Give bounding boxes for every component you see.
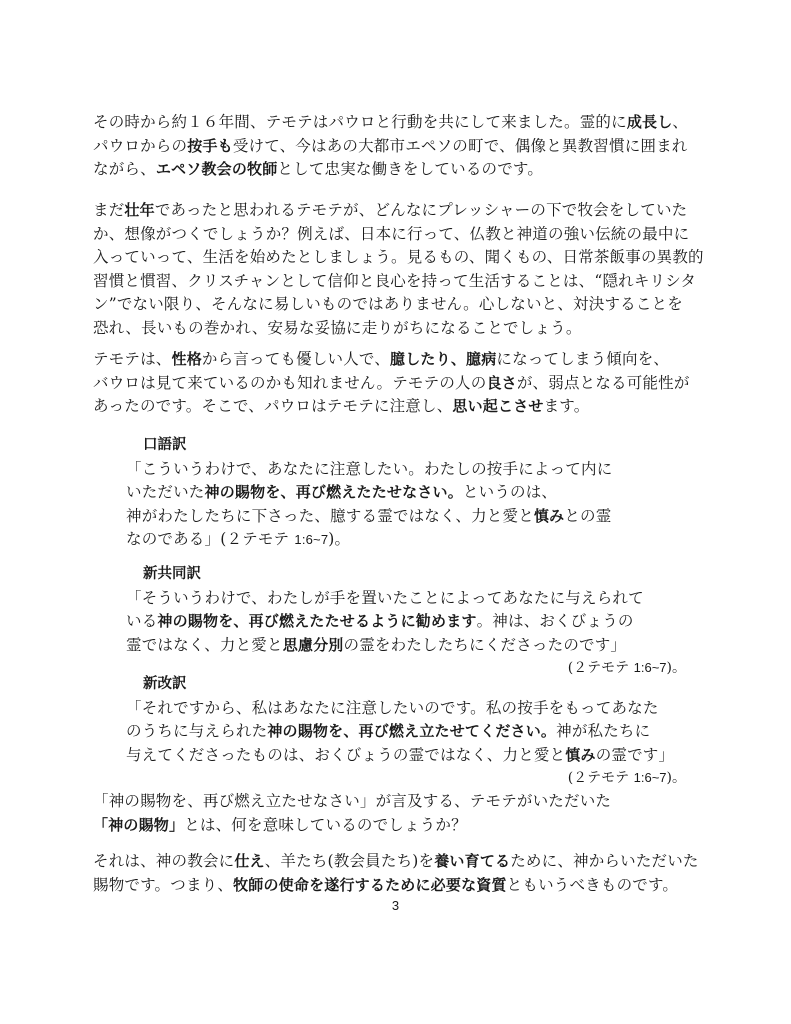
text-segment: 「こういうわけで、あなたに注意したい。わたしの按手によって内に bbox=[126, 459, 613, 478]
text-line bbox=[93, 874, 713, 898]
bold-text: 「神の賜物」 bbox=[93, 815, 185, 834]
text-segment: (２テモテ bbox=[567, 660, 634, 676]
bold-text: 成長し bbox=[626, 113, 673, 131]
text-segment: ン”でない限り、そんなに易しいものではありません。心しないと、対決することを bbox=[93, 295, 683, 313]
text-segment: 神が私たちに bbox=[556, 722, 651, 740]
text-line bbox=[126, 505, 686, 529]
quote-reference-shinkaiyaku bbox=[126, 767, 686, 789]
text-segment: が、弱点となる可能性が bbox=[516, 373, 690, 392]
text-line bbox=[126, 720, 686, 744]
text-line bbox=[93, 199, 713, 223]
text-segment: 受けて、今はあの大都市エペソの町で、偶像と異教習慣に囲まれ bbox=[232, 136, 688, 155]
text-line bbox=[93, 395, 713, 419]
text-segment: との霊 bbox=[564, 506, 612, 525]
text-segment: 霊ではなく、力と愛と bbox=[126, 635, 283, 654]
text-segment: であったと思われるテモテが、どんなにプレッシャーの下で牧会をしていた bbox=[154, 201, 688, 219]
text-line bbox=[126, 610, 686, 634]
text-segment: 神がわたしたちに下さった、臆する霊ではなく、力と愛と bbox=[126, 506, 534, 525]
quote-body-kougo bbox=[126, 458, 686, 552]
text-line bbox=[93, 270, 713, 294]
text-segment: の霊をわたしたちにくださったのです」 bbox=[343, 635, 627, 654]
text-segment: (２テモテ bbox=[567, 770, 634, 786]
text-line bbox=[93, 790, 713, 814]
text-segment: か、想像がつくでしょうか？例えば、日本に行って、仏教と神道の強い伝統の最中に bbox=[93, 224, 690, 243]
bold-text: 神の賜物を、再び燃えたたせなさい。 bbox=[204, 483, 463, 501]
quote-heading-kougo: 口語訳 bbox=[143, 437, 187, 453]
text-line bbox=[126, 528, 686, 552]
quote-body-shinkaiyaku bbox=[126, 697, 686, 768]
text-segment: ために、神からいただいた bbox=[510, 852, 699, 870]
quote-shinkaiyaku bbox=[126, 673, 686, 789]
paragraph-pressure bbox=[93, 199, 713, 340]
text-segment: まだ bbox=[93, 201, 125, 219]
text-line bbox=[93, 293, 713, 317]
text-segment: 賜物です。つまり、 bbox=[93, 875, 234, 894]
verse-reference-text: 1:6~7 bbox=[294, 532, 329, 547]
paragraph-answer bbox=[93, 850, 713, 897]
bold-text: 按手も bbox=[187, 136, 233, 155]
text-line bbox=[126, 481, 686, 505]
text-line bbox=[93, 317, 713, 341]
text-segment: のうちに与えられた bbox=[126, 722, 268, 740]
text-segment: 与えてくださったものは、おくびょうの霊ではなく、力と愛と bbox=[126, 745, 566, 764]
text-line bbox=[93, 223, 713, 247]
bold-text: エペソ教会の牧師 bbox=[155, 160, 278, 178]
text-segment: 「そういうわけで、わたしが手を置いたことによってあなたに与えられて bbox=[126, 588, 644, 607]
quote-kougo bbox=[126, 434, 686, 552]
bold-text: 臆したり、臆病 bbox=[390, 350, 497, 368]
text-segment: あったのです。そこで、パウロはテモテに注意し、 bbox=[93, 397, 453, 415]
text-segment: ２テモテ bbox=[226, 530, 295, 548]
bold-text: 性格 bbox=[171, 350, 202, 368]
quote-body-shinkyoudou bbox=[126, 587, 686, 658]
bold-text: 神の賜物を、再び燃えたたせるように勧めます bbox=[157, 612, 477, 630]
text-segment: ともいうべきものです。 bbox=[506, 875, 679, 894]
quote-heading-shinkyoudou: 新共同訳 bbox=[143, 566, 201, 582]
text-segment: )。 bbox=[666, 660, 686, 676]
text-line bbox=[93, 372, 713, 396]
text-segment: 習慣と慣習、クリスチャンとして信仰と良心を持って生活することは、“隠れキリシタ bbox=[93, 271, 697, 290]
text-segment: の霊です」 bbox=[595, 745, 675, 764]
bold-text: 壮年 bbox=[124, 201, 155, 219]
text-segment: とは、何を意味しているのでしょうか？ bbox=[184, 815, 467, 834]
text-segment: それは、神の教会に bbox=[93, 852, 235, 870]
text-segment: から言っても優しい人で、 bbox=[201, 350, 391, 368]
quote-shinkyoudou bbox=[126, 563, 686, 679]
text-line bbox=[93, 111, 713, 135]
bold-text: 神の賜物を、再び燃え立たせてください。 bbox=[267, 722, 557, 740]
paragraph-question bbox=[93, 790, 713, 837]
text-segment: 。神は、おくびょうの bbox=[476, 612, 634, 630]
text-segment: ます。 bbox=[543, 397, 590, 415]
verse-reference-text: 1:6~7 bbox=[633, 660, 667, 675]
text-segment: 「神の賜物を、再び燃え立たせなさい」が言及する、テモテがいただいた bbox=[93, 792, 612, 810]
text-line bbox=[93, 814, 713, 838]
text-line bbox=[93, 135, 713, 159]
text-line bbox=[126, 744, 686, 768]
bold-text: 養い育てる bbox=[434, 852, 511, 870]
text-segment: )。 bbox=[328, 530, 351, 548]
text-line bbox=[126, 458, 686, 482]
text-line bbox=[93, 850, 713, 874]
bold-text: 思慮分別 bbox=[282, 635, 344, 654]
text-segment: いる bbox=[126, 612, 158, 630]
text-line bbox=[126, 587, 686, 611]
text-segment: 入っていって、生活を始めたとしましょう。見るもの、聞くもの、日常茶飯事の異教的 bbox=[93, 248, 704, 266]
text-segment: いただいた bbox=[126, 483, 205, 501]
text-segment: 、 bbox=[672, 113, 689, 131]
text-segment: として忠実な働きをしているのです。 bbox=[277, 160, 544, 178]
text-line bbox=[126, 697, 686, 721]
text-segment: パウロからの bbox=[93, 136, 188, 155]
bold-text: 牧師の使命を遂行するために必要な資質 bbox=[233, 875, 507, 894]
text-segment: )。 bbox=[666, 770, 686, 786]
text-segment: というのは、 bbox=[462, 483, 558, 501]
text-segment: 恐れ、長いもの巻かれ、安易な妥協に走りがちになることでしょう。 bbox=[93, 318, 582, 337]
text-segment: バウロは見て来ているのかも知れません。テモテの人の bbox=[93, 373, 487, 392]
text-segment: ながら、 bbox=[93, 160, 156, 178]
paragraph-personality bbox=[93, 348, 713, 419]
bold-text: 慎み bbox=[565, 745, 596, 764]
paragraph-intro bbox=[93, 111, 713, 182]
quote-heading-shinkaiyaku: 新改訳 bbox=[143, 676, 187, 692]
text-segment: 「それですから、私はあなたに注意したいのです。私の按手をもってあなた bbox=[126, 698, 659, 717]
text-line bbox=[93, 158, 713, 182]
text-segment: その時から約１６年間、テモテはパウロと行動を共にして来ました。霊的に bbox=[93, 113, 627, 131]
bold-text: 仕え bbox=[234, 852, 265, 870]
text-segment: テモテは、 bbox=[93, 350, 172, 368]
text-segment: 、羊たち(教会員たち)を bbox=[264, 852, 435, 870]
bold-text: 慎み bbox=[533, 506, 565, 525]
text-segment: になってしまう傾向を、 bbox=[496, 350, 670, 368]
text-line bbox=[93, 348, 713, 372]
text-line bbox=[126, 634, 686, 658]
text-segment: なのである」( bbox=[126, 530, 227, 548]
verse-reference-text: 1:6~7 bbox=[633, 770, 667, 785]
text-line bbox=[93, 246, 713, 270]
bold-text: 思い起こさせ bbox=[452, 397, 544, 415]
page-number: 3 bbox=[391, 898, 400, 913]
bold-text: 良さ bbox=[486, 373, 517, 392]
